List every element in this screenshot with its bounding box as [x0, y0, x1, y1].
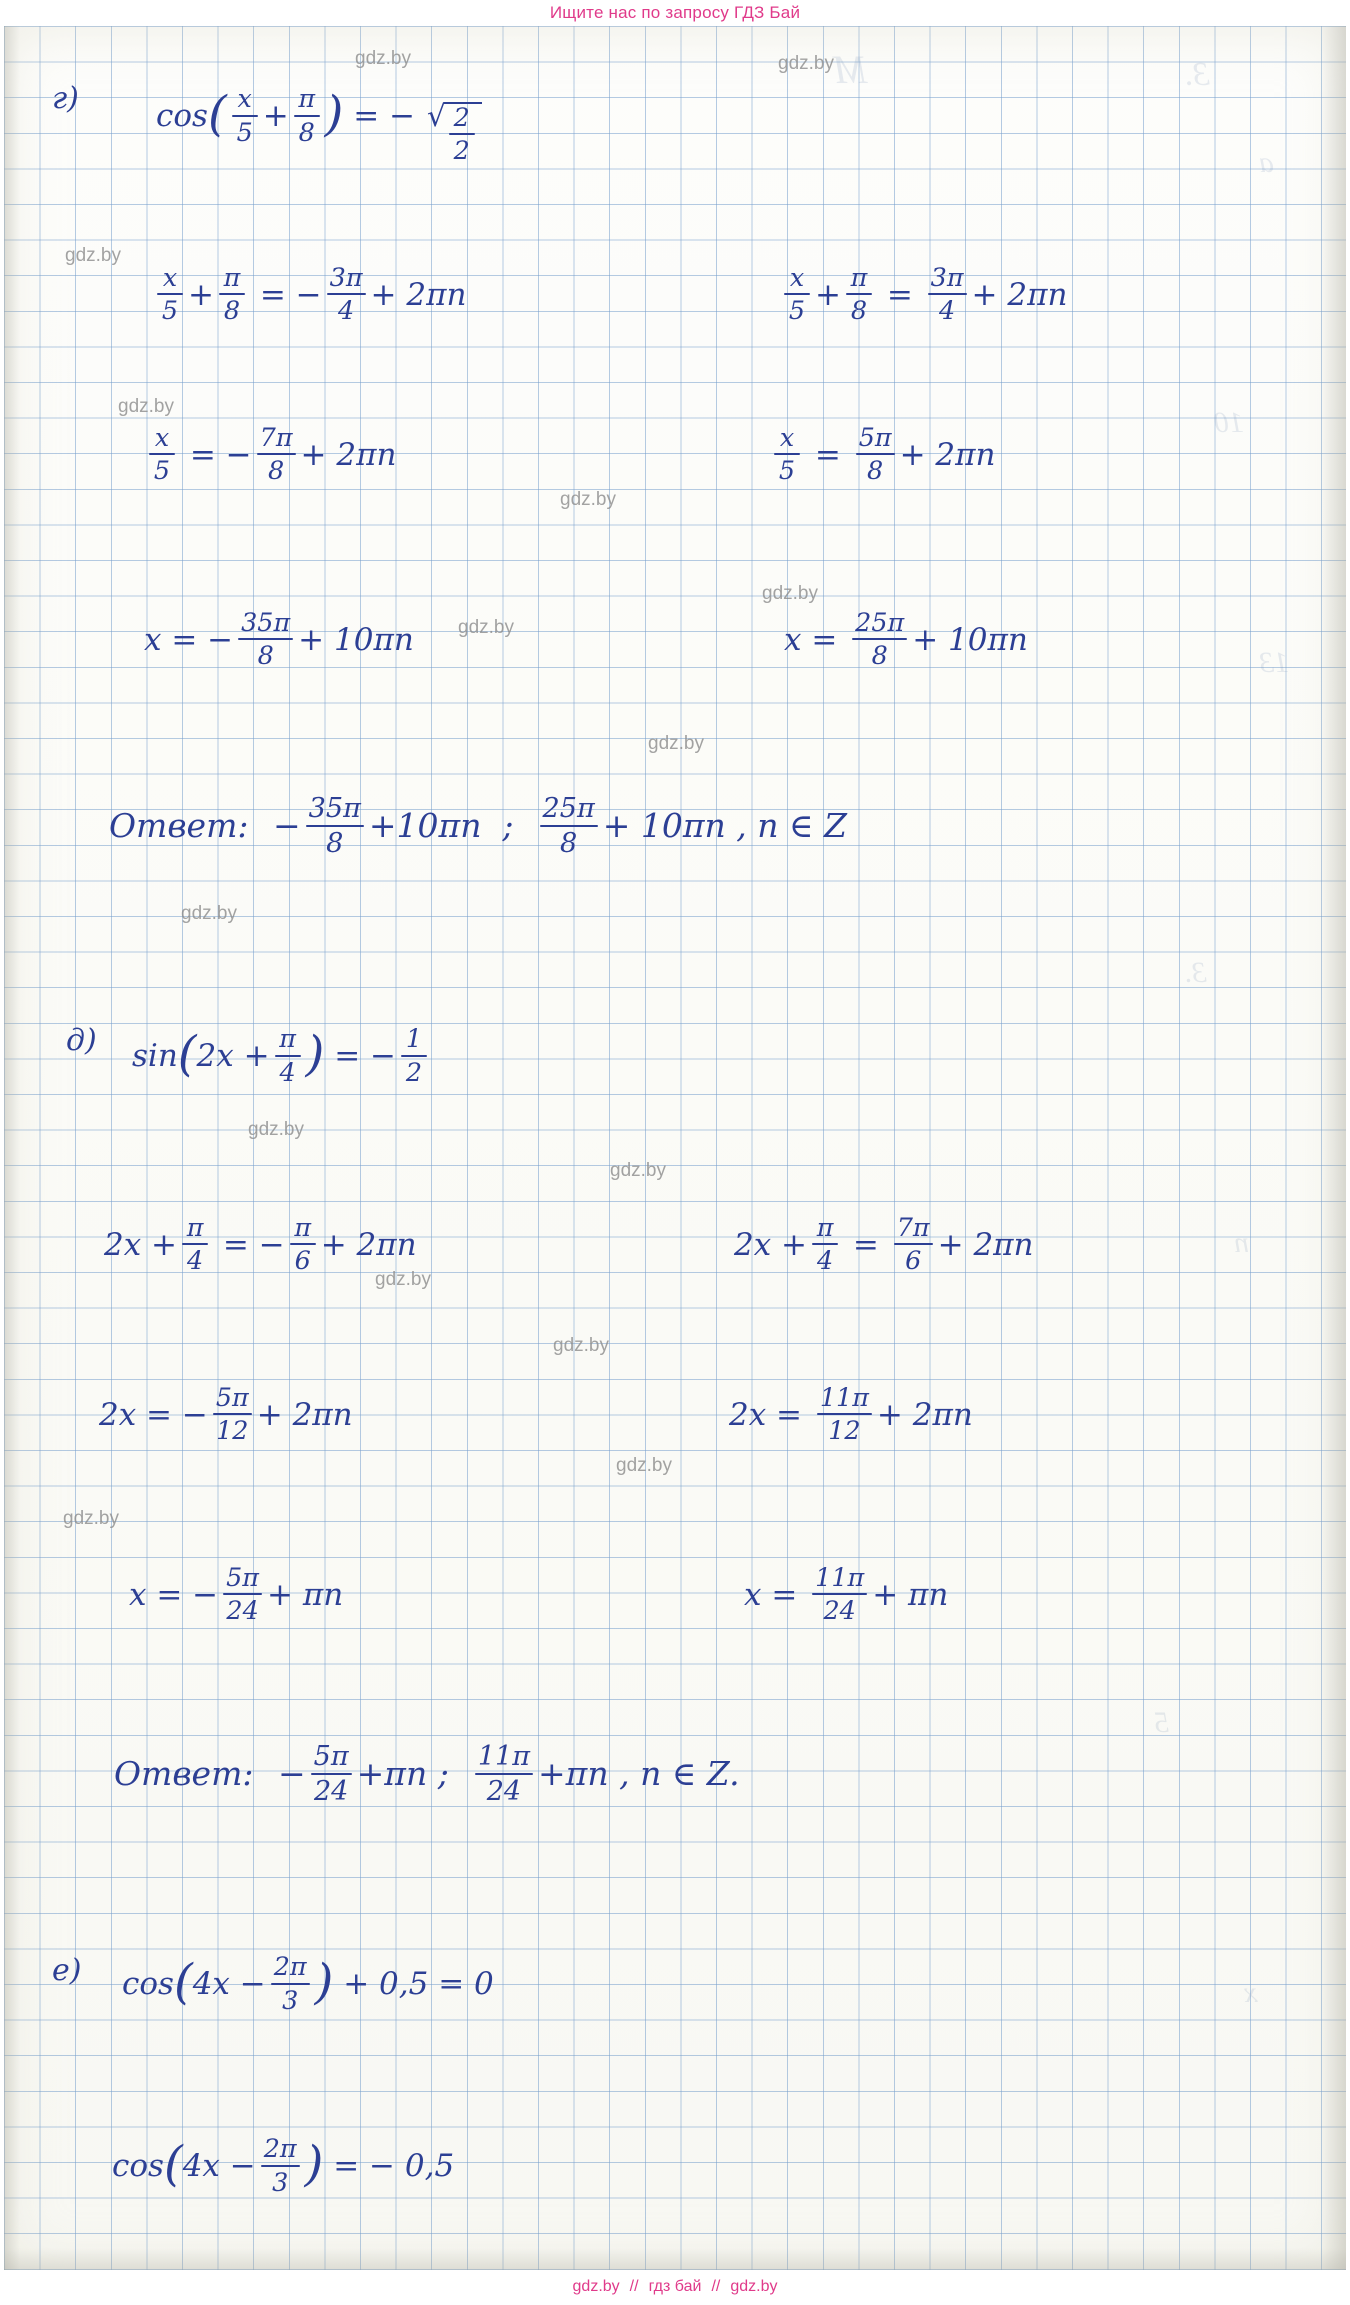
- step-d-right-2: 2x = $\frac{11\pi}{12}$ + 2πn: [729, 1382, 973, 1446]
- step-g-left-3: x = − $\frac{35\pi}{8}$ + 10πn: [144, 607, 414, 671]
- step-g-right-2: $\frac{x}{5}$ = $\frac{5\pi}{8}$ + 2πn: [769, 426, 995, 487]
- watermark: gdz.by: [560, 489, 616, 510]
- cos-token-e2: cos: [112, 2148, 164, 2184]
- equation-g: cos( $\frac{x}{5}$ + $\frac{\pi}{8}$ ) = − √ $\frac{2}{2}$: [156, 86, 482, 167]
- step-g-left-1: $\frac{x}{5}$ + $\frac{\pi}{8}$ = − $\frac{3\pi}{4}$ + 2πn: [152, 266, 466, 327]
- show-through-mark: 13: [1259, 646, 1289, 679]
- bottom-link-3[interactable]: gdz.by: [730, 2278, 778, 2295]
- sin-token: sin: [132, 1038, 178, 1074]
- answer-g: Ответ: − $\frac{35\pi}{8}$ +10πn ; $\frac{25\pi}{8}$ + 10πn , n ∈ Z: [109, 793, 847, 860]
- step-d-right-1: 2x + $\frac{\pi}{4}$ = $\frac{7\pi}{6}$ + 2πn: [734, 1212, 1034, 1276]
- step-d-right-3: x = $\frac{11\pi}{24}$ + πn: [744, 1562, 949, 1626]
- show-through-mark: 3.: [1184, 956, 1207, 989]
- step-d-left-2: 2x = − $\frac{5\pi}{12}$ + 2πn: [99, 1382, 353, 1446]
- step-e-1: cos(4x − $\frac{2\pi}{3}$ ) = − 0,5: [112, 2133, 455, 2197]
- cos-token: cos: [156, 98, 208, 134]
- watermark: gdz.by: [762, 583, 818, 604]
- bottom-sep-1: //: [629, 2278, 639, 2295]
- equation-e: cos(4x − $\frac{2\pi}{3}$ ) + 0,5 = 0: [122, 1951, 494, 2015]
- watermark: gdz.by: [616, 1455, 672, 1476]
- answer-d: Ответ: − $\frac{5\pi}{24}$ +πn ; $\frac{11\pi}{24}$ +πn , n ∈ Z.: [114, 1741, 740, 1808]
- top-promo-banner: [0, 0, 1350, 26]
- watermark: gdz.by: [648, 733, 704, 754]
- top-promo-text: Ищите нас по запросу ГДЗ Бай: [549, 3, 801, 22]
- scan-edge-left: [4, 26, 20, 2270]
- watermark: gdz.by: [181, 903, 237, 924]
- step-d-left-3: x = − $\frac{5\pi}{24}$ + πn: [129, 1562, 344, 1626]
- watermark: gdz.by: [458, 617, 514, 638]
- watermark: gdz.by: [355, 48, 411, 69]
- watermark: gdz.by: [375, 1269, 431, 1290]
- bottom-link-1[interactable]: gdz.by: [572, 2278, 620, 2295]
- watermark: gdz.by: [553, 1335, 609, 1356]
- show-through-mark: 3.: [1184, 56, 1210, 93]
- watermark: gdz.by: [65, 245, 121, 266]
- watermark: gdz.by: [778, 53, 834, 74]
- watermark: gdz.by: [248, 1119, 304, 1140]
- step-g-right-3: x = $\frac{25\pi}{8}$ + 10πn: [784, 607, 1028, 671]
- show-through-mark: n: [1234, 1226, 1249, 1259]
- show-through-mark: 10: [1214, 406, 1244, 439]
- show-through-mark: 5: [1154, 1706, 1169, 1739]
- cos-token-e: cos: [122, 1966, 174, 2002]
- watermark: gdz.by: [610, 1160, 666, 1181]
- scan-edge-bottom: [4, 2248, 1346, 2270]
- step-d-left-1: 2x + $\frac{\pi}{4}$ = − $\frac{\pi}{6}$ + 2πn: [104, 1212, 417, 1276]
- answer-d-label: Ответ:: [114, 1754, 254, 1794]
- notebook-sheet: [4, 26, 1346, 2270]
- show-through-mark: x: [1244, 1976, 1258, 2009]
- show-through-mark: M: [834, 47, 868, 92]
- watermark: gdz.by: [118, 396, 174, 417]
- watermark: gdz.by: [63, 1508, 119, 1529]
- scan-edge-right: [1320, 26, 1346, 2270]
- step-g-right-1: $\frac{x}{5}$ + $\frac{\pi}{8}$ = $\frac{3\pi}{4}$ + 2πn: [779, 266, 1067, 327]
- item-label-g: г): [52, 81, 79, 116]
- show-through-mark: a: [1259, 146, 1274, 179]
- step-g-left-2: $\frac{x}{5}$ = − $\frac{7\pi}{8}$ + 2πn: [144, 426, 396, 487]
- item-label-d: д): [66, 1023, 97, 1058]
- answer-g-label: Ответ:: [109, 806, 249, 846]
- bottom-link-2[interactable]: гдз бай: [648, 2278, 702, 2295]
- item-label-e: е): [52, 1953, 82, 1988]
- bottom-promo-banner: [0, 2273, 1350, 2301]
- equation-d: sin(2x + $\frac{\pi}{4}$ ) = − $\frac{1}{2}$: [132, 1026, 432, 1088]
- bottom-sep-2: //: [711, 2278, 721, 2295]
